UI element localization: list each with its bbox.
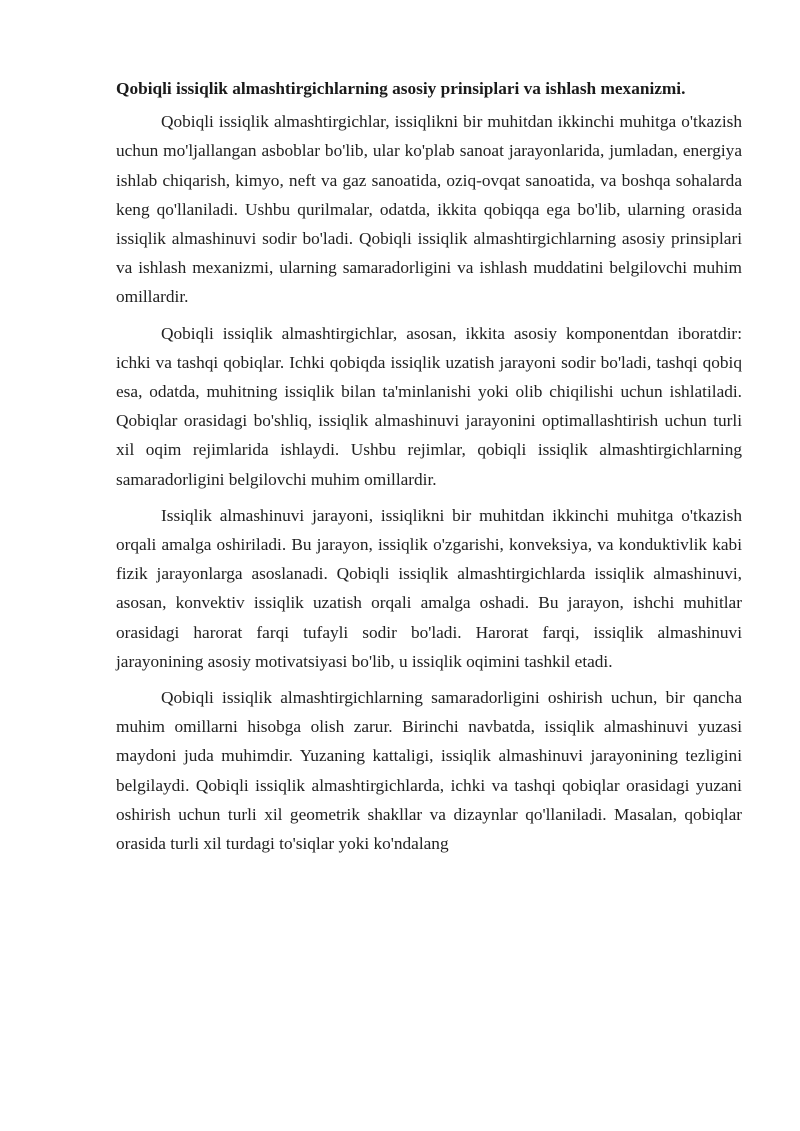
- paragraph-1: Qobiqli issiqlik almashtirgichlar, issiqlikni bir muhitdan ikkinchi muhitga o'tkazish uchun mo'ljallangan asboblar bo'lib, ular ko'plab sanoat jarayonlarida, jumladan, energiya ishlab chiqarish, kimyo, neft va gaz sanoatida, oziq-ovqat sanoatida, va boshqa sohalarda keng qo'llaniladi. Ushbu qurilmalar, odatda, ikkita qobiqqa ega bo'lib, ularning orasida issiqlik almashinuvi sodir bo'ladi. Qobiqli issiqlik almashtirgichlarning asosiy prinsiplari va ishlash mexanizmi, ularning samaradorligini va ishlash muddatini belgilovchi muhim omillardir.: [116, 112, 742, 307]
- paragraph-2: Qobiqli issiqlik almashtirgichlar, asosan, ikkita asosiy komponentdan iboratdir: ichki va tashqi qobiqlar. Ichki qobiqda issiqlik uzatish jarayoni sodir bo'ladi, tashqi qobiq esa, odatda, muhitning issiqlik bilan ta'minlanishi yoki olib chiqilishi uchun ishlatiladi. Qobiqlar orasidagi bo'shliq, issiqlik almashinuvi jarayonini optimallashtirish uchun turli xil oqim rejimlarida ishlaydi. Ushbu rejimlar, qobiqli issiqlik almashtirgichlarning samaradorligini belgilovchi muhim omillardir.: [116, 323, 742, 489]
- paragraph-4: Qobiqli issiqlik almashtirgichlarning samaradorligini oshirish uchun, bir qancha muhim omillarni hisobga olish zarur. Birinchi navbatda, issiqlik almashinuvi yuzasi maydoni juda muhimdir. Yuzaning kattaligi, issiqlik almashinuvi jarayonining tezligini belgilaydi. Qobiqli issiqlik almashtirgichlarda, ichki va tashqi qobiqlar orasidagi yuzani oshirish uchun turli xil geometrik shakllar va dizaynlar qo'llaniladi. Masalan, qobiqlar orasida turli xil turdagi to'siqlar yoki ko'ndalang: [116, 688, 742, 854]
- document-body: [116, 74, 742, 865]
- document-title: Qobiqli issiqlik almashtirgichlarning asosiy prinsiplari va ishlash mexanizmi.: [116, 79, 686, 98]
- paragraph-3: Issiqlik almashinuvi jarayoni, issiqlikni bir muhitdan ikkinchi muhitga o'tkazish orqali amalga oshiriladi. Bu jarayon, issiqlik o'zgarishi, konveksiya, va konduktivlik kabi fizik jarayonlarga asoslanadi. Qobiqli issiqlik almashtirgichlarda issiqlik almashinuvi, asosan, konvektiv issiqlik uzatish orqali amalga oshadi. Bu jarayon, ishchi muhitlar orasidagi harorat farqi tufayli sodir bo'ladi. Harorat farqi, issiqlik almashinuvi jarayonining asosiy motivatsiyasi bo'lib, u issiqlik oqimini tashkil etadi.: [116, 505, 742, 671]
